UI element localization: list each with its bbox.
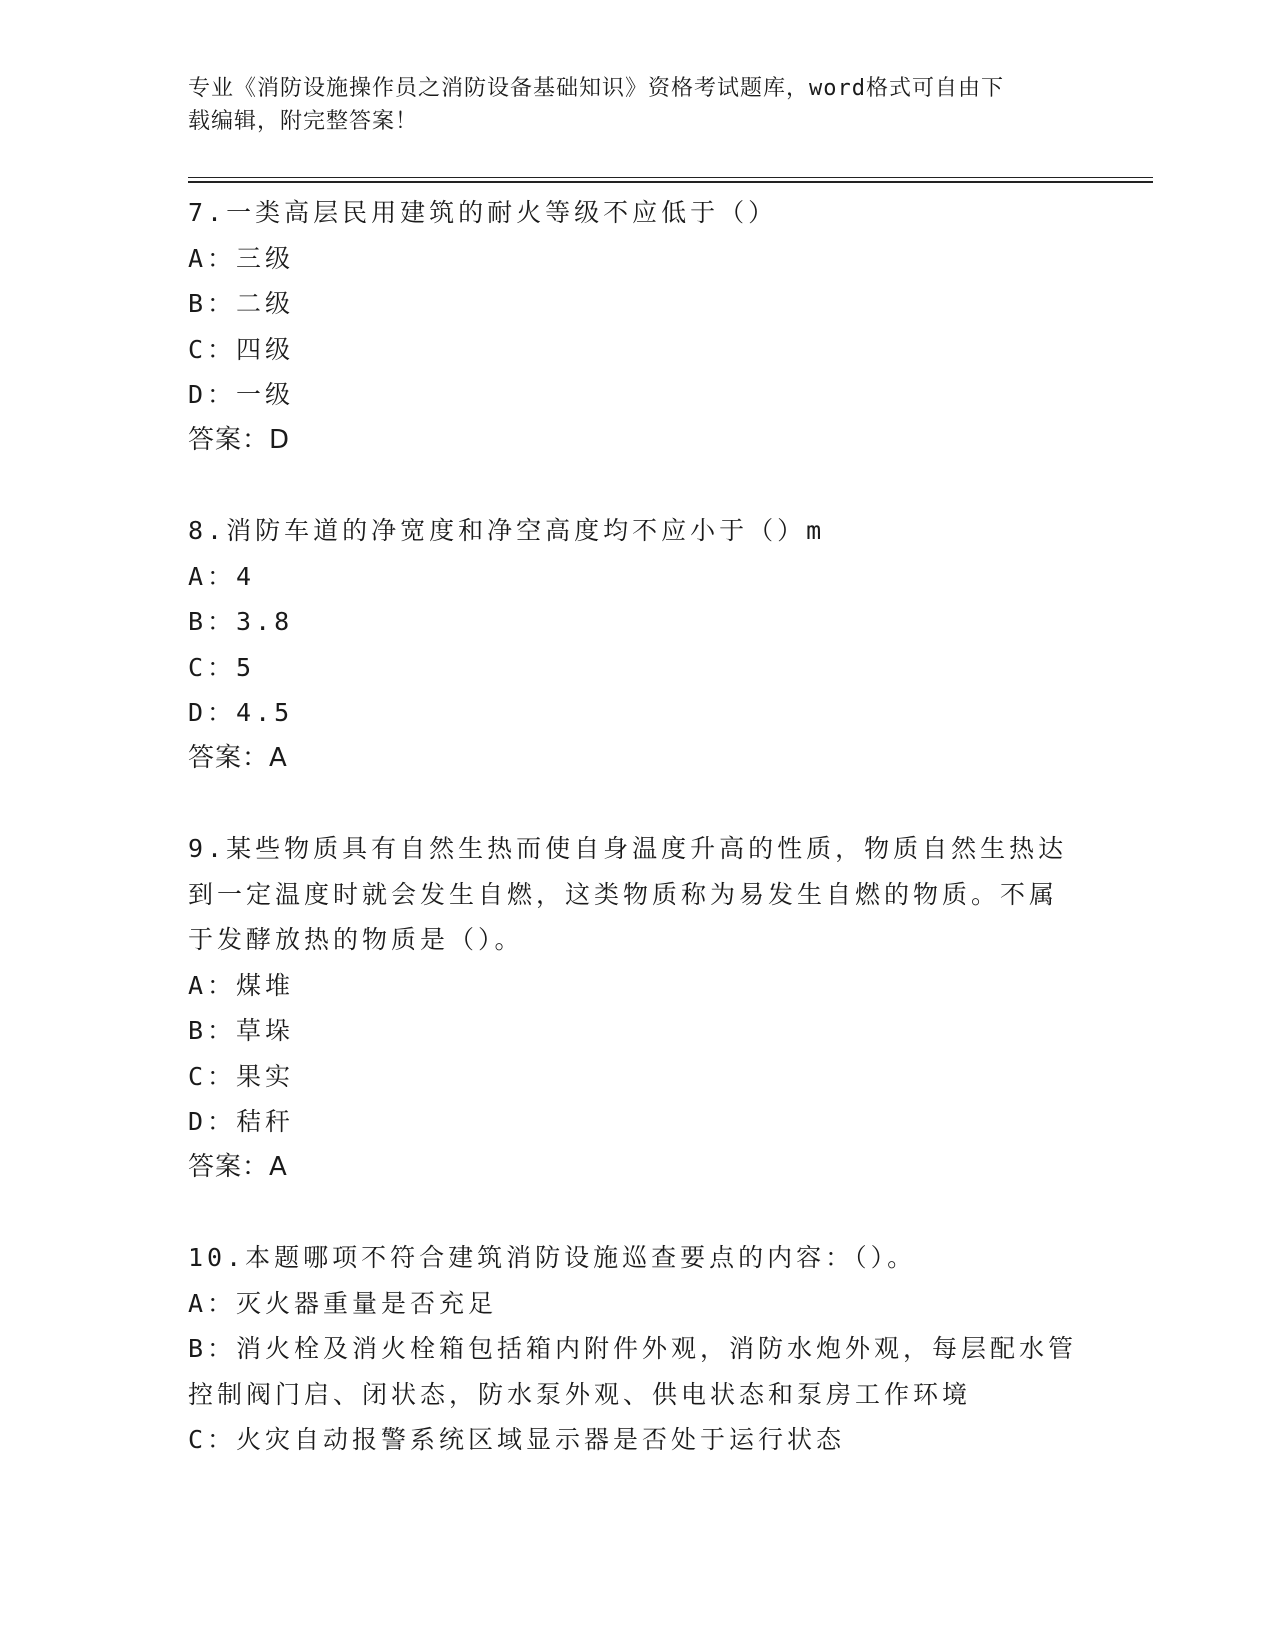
answer-line: 答案：A [188, 1151, 288, 1182]
question-stem-line-3: 于发酵放热的物质是（）。 [188, 925, 524, 954]
question-stem: 7.一类高层民用建筑的耐火等级不应低于（） [188, 198, 778, 227]
option-b-continued: 控制阀门启、闭状态，防水泵外观、供电状态和泵房工作环境 [188, 1379, 972, 1409]
question-stem: 10.本题哪项不符合建筑消防设施巡查要点的内容：（）。 [188, 1243, 917, 1272]
option-b: B：3.8 [188, 607, 294, 636]
option-c: C：四级 [188, 334, 295, 364]
option-a: A：4 [188, 561, 256, 591]
question-list [188, 190, 1088, 1508]
answer-line: 答案：D [188, 424, 291, 455]
question-stem-line-1: 9.某些物质具有自然生热而使自身温度升高的性质，物质自然生热达 [188, 834, 1068, 863]
option-c: C：5 [188, 652, 256, 682]
question-8 [188, 508, 1088, 781]
document-header [188, 72, 1068, 138]
question-9 [188, 826, 1088, 1190]
header-divider-thick [188, 181, 1153, 183]
question-10 [188, 1235, 1088, 1463]
header-line-1: 专业《消防设施操作员之消防设备基础知识》资格考试题库，word格式可自由下 [188, 76, 1004, 101]
option-d: D：4.5 [188, 698, 294, 727]
option-c: C：火灾自动报警系统区域显示器是否处于运行状态 [188, 1425, 846, 1454]
answer-line: 答案：A [188, 742, 288, 773]
option-a: A：煤堆 [188, 970, 295, 1000]
option-a: A：灭火器重量是否充足 [188, 1288, 498, 1318]
option-b: B：草垛 [188, 1016, 295, 1045]
question-stem-line-2: 到一定温度时就会发生自燃，这类物质称为易发生自燃的物质。不属 [188, 879, 1059, 909]
option-b: B：消火栓及消火栓箱包括箱内附件外观，消防水炮外观，每层配水管 [188, 1334, 1078, 1363]
option-b: B：二级 [188, 289, 295, 318]
question-7 [188, 190, 1088, 463]
header-line-2: 载编辑，附完整答案！ [188, 109, 419, 134]
option-d: D：秸秆 [188, 1107, 295, 1136]
option-a: A：三级 [188, 243, 295, 273]
header-divider-thin [188, 177, 1153, 178]
question-stem: 8.消防车道的净宽度和净空高度均不应小于（）m [188, 516, 826, 545]
option-c: C：果实 [188, 1061, 295, 1091]
option-d: D：一级 [188, 380, 295, 409]
